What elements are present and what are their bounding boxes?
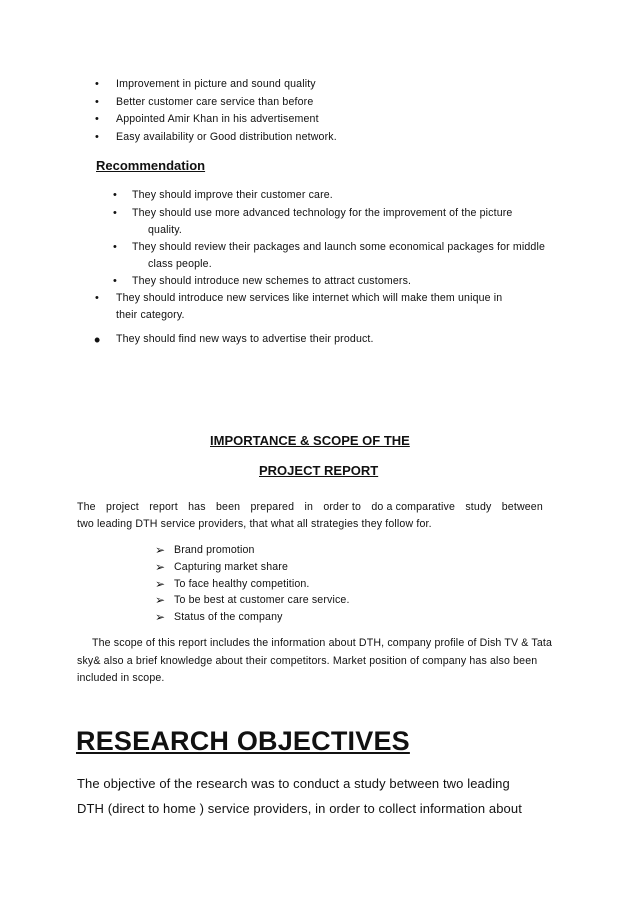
recommendation-last-item: They should find new ways to advertise their product. bbox=[116, 333, 374, 345]
bullet-dot-icon: • bbox=[113, 241, 117, 253]
recommendation-heading: Recommendation bbox=[96, 158, 206, 173]
bullet-dot-icon: • bbox=[95, 96, 99, 108]
arrow-bullet-icon: ➢ bbox=[155, 560, 166, 574]
recommendation-item: They should introduce new schemes to attract customers. bbox=[132, 275, 412, 287]
importance-paragraph-line2: two leading DTH service providers, that what all strategies they follow for. bbox=[77, 518, 432, 530]
top-bullet-4: Easy availability or Good distribution network. bbox=[116, 131, 337, 143]
word: in bbox=[304, 501, 313, 513]
top-bullet-2: Better customer care service than before bbox=[116, 96, 314, 108]
recommendation-item-continued: quality. bbox=[148, 224, 182, 236]
bullet-dot-icon: • bbox=[95, 131, 99, 143]
word: project bbox=[106, 501, 139, 513]
importance-list-item: Capturing market share bbox=[174, 561, 288, 573]
recommendation-outer-item-continued: their category. bbox=[116, 309, 185, 321]
bullet-dot-icon: • bbox=[95, 78, 99, 90]
word: do a comparative bbox=[371, 501, 456, 513]
importance-list-item: To be best at customer care service. bbox=[174, 594, 350, 606]
importance-list-item: Brand promotion bbox=[174, 544, 255, 556]
importance-title-line1: IMPORTANCE & SCOPE OF THE bbox=[210, 433, 410, 448]
top-bullet-3: Appointed Amir Khan in his advertisement bbox=[116, 113, 319, 125]
word: prepared bbox=[250, 501, 295, 513]
research-objectives-heading: RESEARCH OBJECTIVES bbox=[76, 726, 410, 756]
scope-paragraph-line1: The scope of this report includes the information about DTH, company profile of Dish TV & Tata bbox=[92, 637, 553, 649]
bullet-dot-icon: • bbox=[95, 113, 99, 125]
bullet-dot-icon: • bbox=[113, 275, 117, 287]
word: The bbox=[77, 501, 96, 513]
recommendation-item: They should use more advanced technology for the improvement of the picture bbox=[132, 207, 513, 219]
arrow-bullet-icon: ➢ bbox=[155, 593, 166, 607]
scope-paragraph-line3: included in scope. bbox=[77, 672, 165, 684]
arrow-bullet-icon: ➢ bbox=[155, 543, 166, 557]
recommendation-item-continued: class people. bbox=[148, 258, 212, 270]
importance-paragraph-line1 bbox=[77, 501, 543, 513]
arrow-bullet-icon: ➢ bbox=[155, 577, 166, 591]
research-paragraph-line2: DTH (direct to home ) service providers, in order to collect information about bbox=[77, 801, 522, 816]
arrow-bullet-icon: ➢ bbox=[155, 610, 166, 624]
recommendation-item: They should improve their customer care. bbox=[132, 189, 333, 201]
word: between bbox=[501, 501, 543, 513]
large-bullet-dot-icon: • bbox=[94, 330, 101, 350]
research-paragraph-line1: The objective of the research was to conduct a study between two leading bbox=[77, 776, 510, 791]
word: has bbox=[188, 501, 206, 513]
word: been bbox=[216, 501, 241, 513]
importance-list-item: Status of the company bbox=[174, 611, 283, 623]
bullet-dot-icon: • bbox=[113, 207, 117, 219]
recommendation-item: They should review their packages and launch some economical packages for middle bbox=[132, 241, 546, 253]
recommendation-outer-item: They should introduce new services like internet which will make them unique in bbox=[116, 292, 503, 304]
word: report bbox=[149, 501, 178, 513]
bullet-dot-icon: • bbox=[95, 292, 99, 304]
importance-list-item: To face healthy competition. bbox=[174, 578, 310, 590]
bullet-dot-icon: • bbox=[113, 189, 117, 201]
scope-paragraph-line2: sky& also a brief knowledge about their competitors. Market position of company has also been bbox=[77, 655, 538, 667]
word: study bbox=[465, 501, 492, 513]
importance-title-line2: PROJECT REPORT bbox=[259, 463, 379, 478]
word: order to bbox=[323, 501, 362, 513]
top-bullet-1: Improvement in picture and sound quality bbox=[116, 78, 316, 90]
